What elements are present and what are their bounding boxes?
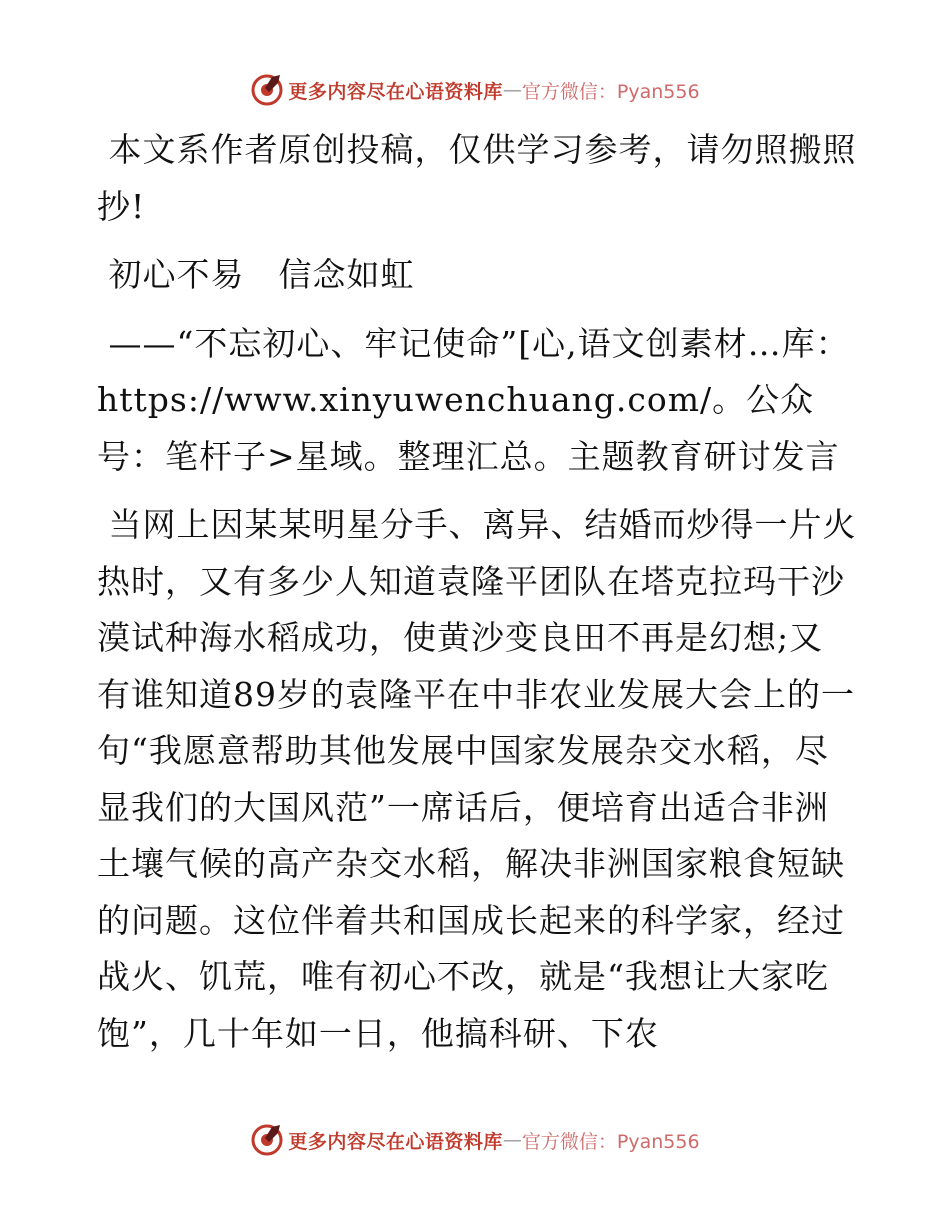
pen-logo-icon — [250, 1123, 284, 1157]
header-contact-text: 官方微信：Pyan556 — [521, 80, 700, 103]
disclaimer-paragraph: 本文系作者原创投稿，仅供学习参考，请勿照搬照抄! — [97, 130, 857, 226]
pen-logo-icon — [250, 73, 284, 107]
header-brand-text: 更多内容尽在心语资料库 — [288, 80, 503, 103]
document-title: 初心不易 信念如虹 — [97, 255, 415, 294]
body-paragraph: 当网上因某某明星分手、离异、结婚而炒得一片火热时，又有多少人知道袁隆平团队在塔克拉玛干沙漠试种海水稻成功，使黄沙变良田不再是幻想;又有谁知道89岁的袁隆平在中非农业发展大会上的一句“我愿意帮助其他发展中国家发展杂交水稻，尽显我们的大国风范”一席话后，便培育出适合非洲土壤气候的高产杂交水稻，解决非洲国家粮食短缺的问题。这位伴着共和国成长起来的科学家，经过战火、饥荒，唯有初心不改，就是“我想让大家吃饱”，几十年如一日，他搞科研、下农 — [97, 505, 857, 1053]
document-subtitle: ——“不忘初心、牢记使命”[心,语文创素材…库：https://www.xinyuwenchuang.com/。公众号：笔杆子>星域。整理汇总。主题教育研讨发言 — [97, 323, 850, 476]
footer-banner — [0, 1120, 950, 1160]
footer-brand-text: 更多内容尽在心语资料库 — [288, 1130, 503, 1153]
header-banner — [0, 70, 950, 110]
footer-separator: — — [502, 1129, 522, 1151]
document-content — [97, 122, 857, 1074]
footer-contact-text: 官方微信：Pyan556 — [521, 1130, 700, 1153]
header-separator: — — [502, 79, 522, 101]
